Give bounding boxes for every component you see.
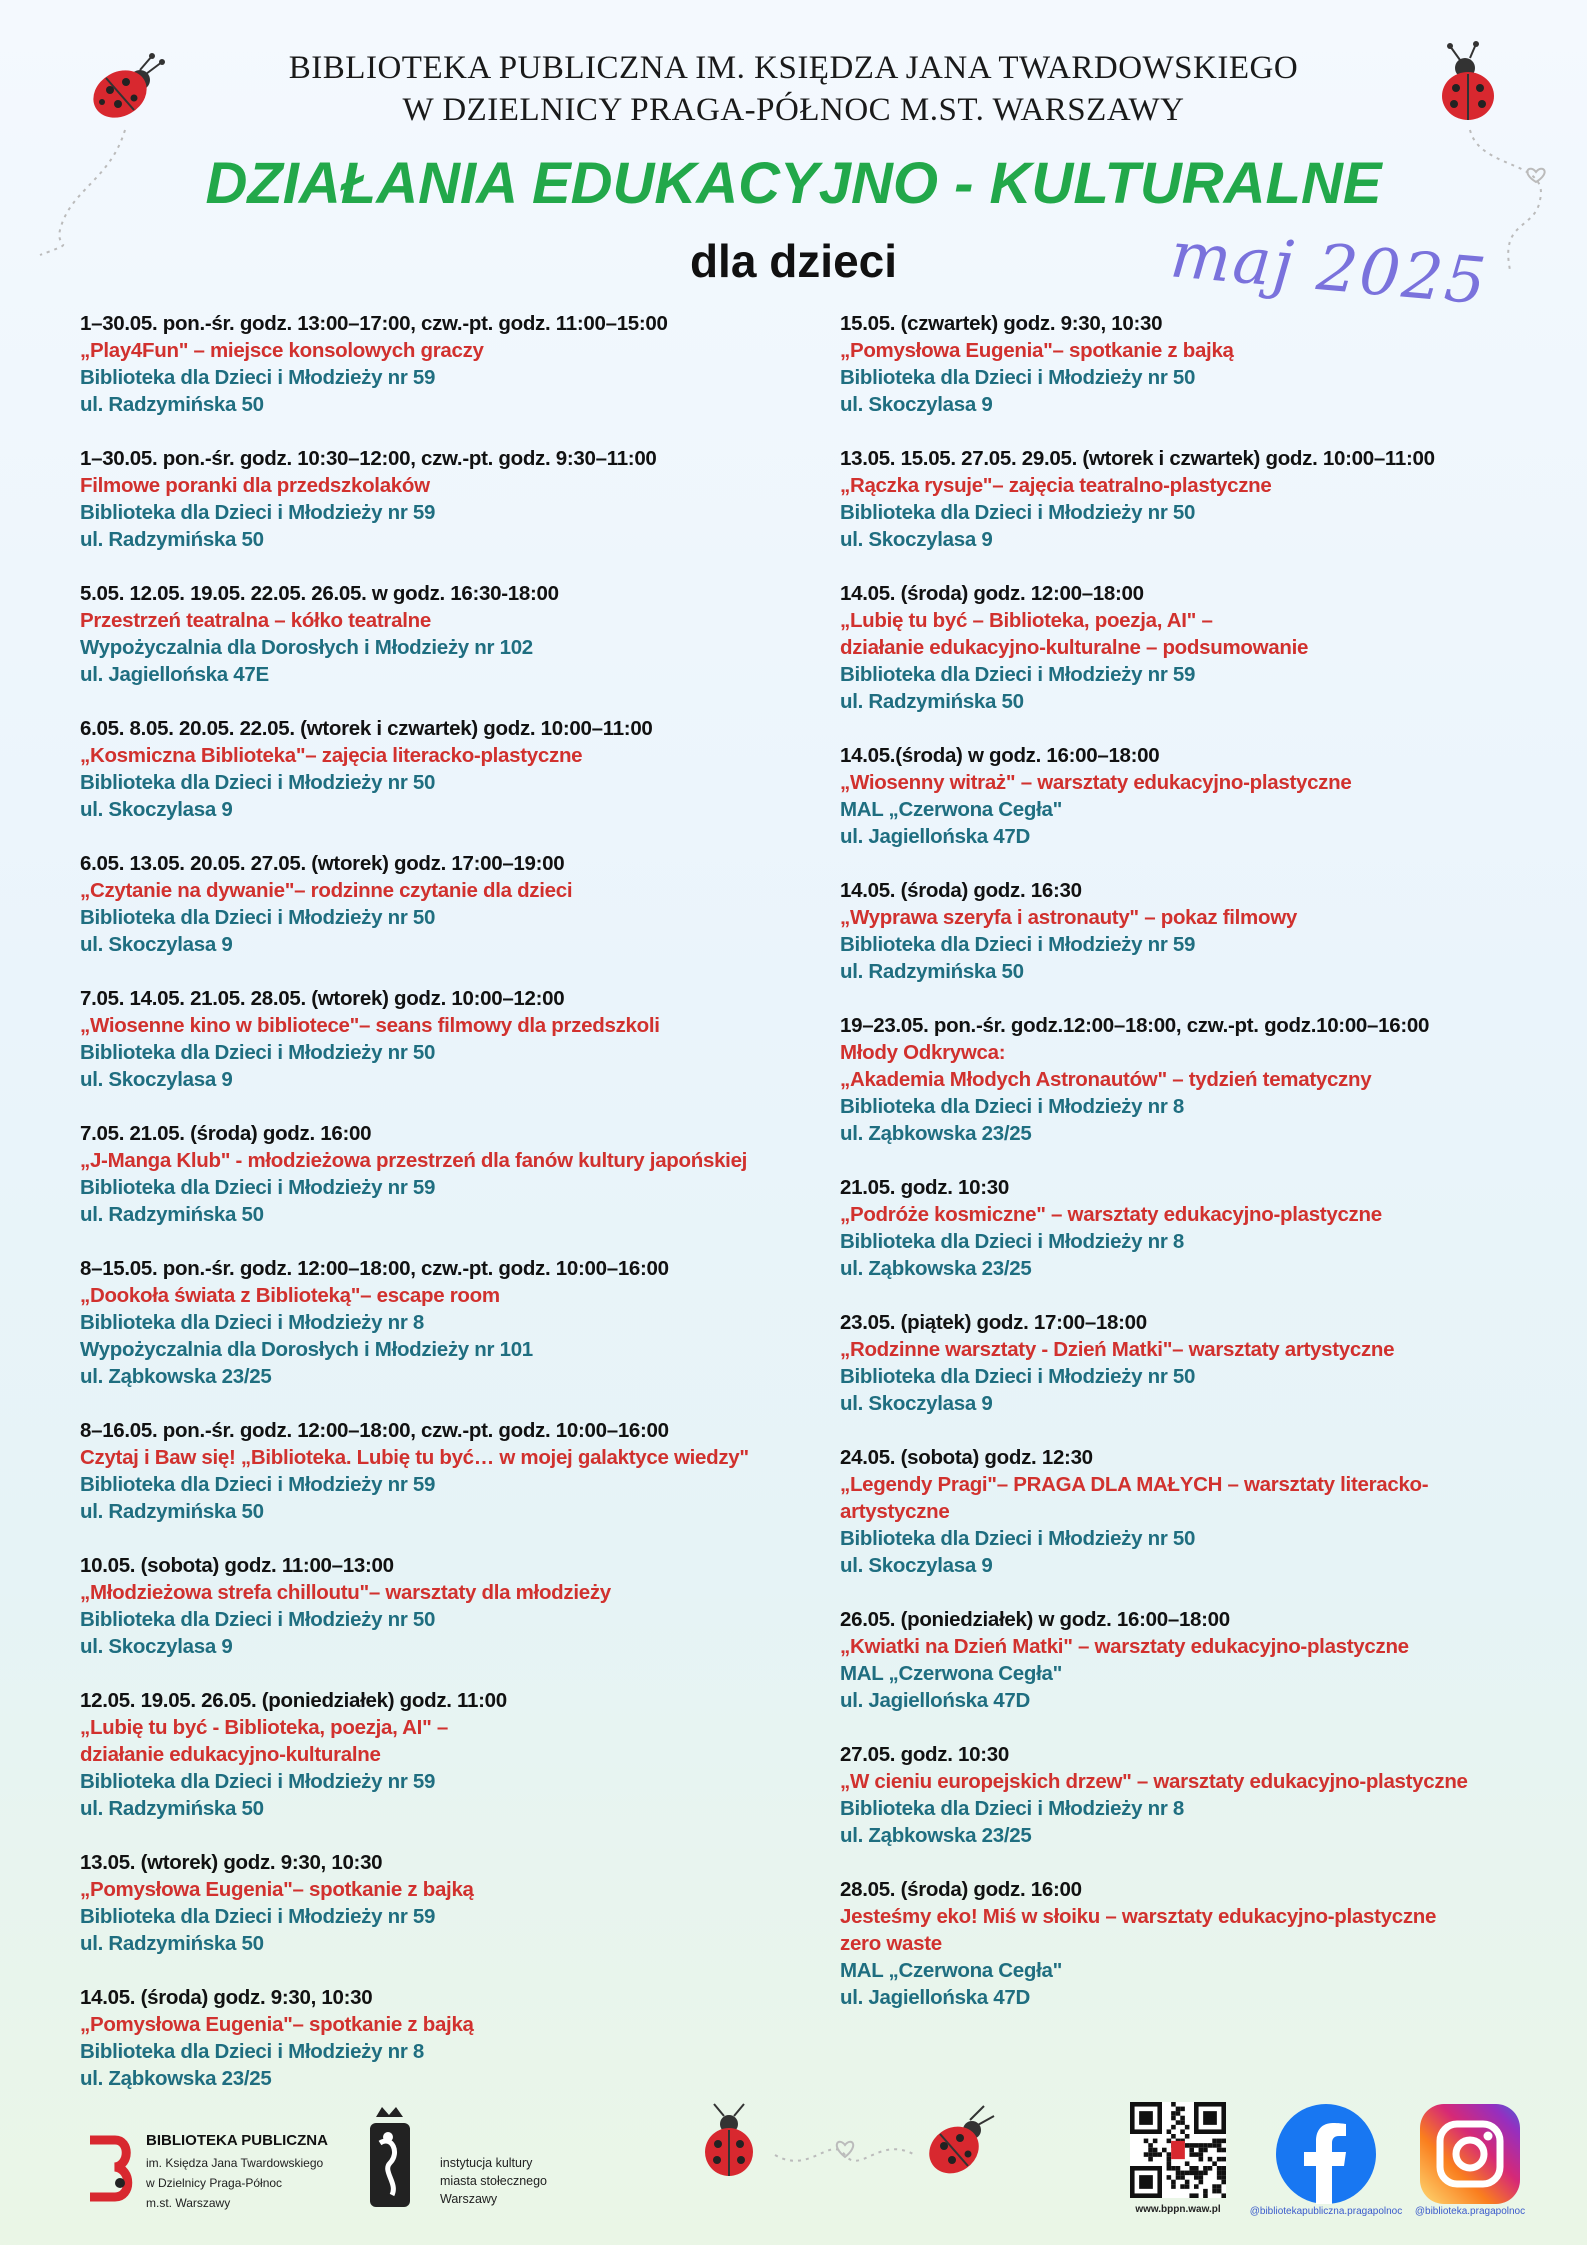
event-place: ul. Skoczylasa 9 [840, 528, 993, 551]
event-place: Biblioteka dla Dzieci i Młodzieży nr 8 [840, 1095, 1185, 1118]
event-place: Biblioteka dla Dzieci i Młodzieży nr 50 [80, 906, 436, 929]
event-place: ul. Skoczylasa 9 [80, 933, 233, 956]
event-place: Biblioteka dla Dzieci i Młodzieży nr 59 [80, 501, 436, 524]
event-place: ul. Radzymińska 50 [80, 1797, 264, 1820]
event-item [840, 1309, 1560, 1417]
event-place: Biblioteka dla Dzieci i Młodzieży nr 59 [80, 1473, 436, 1496]
event-date: 1–30.05. pon.-śr. godz. 10:30–12:00, czw.-pt. godz. 9:30–11:00 [80, 447, 657, 470]
event-title: „Podróże kosmiczne" – warsztaty edukacyjno-plastyczne [840, 1203, 1382, 1226]
event-place: ul. Jagiellońska 47E [80, 663, 269, 686]
event-date: 13.05. 15.05. 27.05. 29.05. (wtorek i czwartek) godz. 10:00–11:00 [840, 447, 1435, 470]
event-item [80, 715, 840, 823]
event-place: ul. Skoczylasa 9 [840, 393, 993, 416]
event-item [80, 1849, 840, 1957]
event-place: Biblioteka dla Dzieci i Młodzieży nr 8 [840, 1230, 1185, 1253]
event-date: 21.05. godz. 10:30 [840, 1176, 1009, 1199]
event-title: artystyczne [840, 1500, 950, 1523]
event-place: ul. Radzymińska 50 [80, 393, 264, 416]
event-item [840, 1876, 1560, 2011]
event-place: ul. Jagiellońska 47D [840, 1689, 1030, 1712]
event-date: 7.05. 21.05. (środa) godz. 16:00 [80, 1122, 372, 1145]
event-date: 10.05. (sobota) godz. 11:00–13:00 [80, 1554, 394, 1577]
event-place: ul. Ząbkowska 23/25 [80, 1365, 272, 1388]
event-title: „Kosmiczna Biblioteka"– zajęcia literacko-plastyczne [80, 744, 583, 767]
event-date: 14.05. (środa) godz. 9:30, 10:30 [80, 1986, 373, 2009]
event-place: ul. Ząbkowska 23/25 [840, 1122, 1032, 1145]
event-place: Biblioteka dla Dzieci i Młodzieży nr 59 [80, 1905, 436, 1928]
events-column-left [80, 310, 840, 2119]
event-title: „W cieniu europejskich drzew" – warsztaty edukacyjno-plastyczne [840, 1770, 1468, 1793]
event-item [80, 1687, 840, 1822]
event-place: Biblioteka dla Dzieci i Młodzieży nr 50 [80, 771, 436, 794]
event-title: „Pomysłowa Eugenia"– spotkanie z bajką [840, 339, 1234, 362]
event-place: Biblioteka dla Dzieci i Młodzieży nr 59 [80, 1770, 436, 1793]
event-item [840, 1174, 1560, 1282]
facebook-icon[interactable] [1276, 2104, 1376, 2204]
event-date: 7.05. 14.05. 21.05. 28.05. (wtorek) godz. 10:00–12:00 [80, 987, 565, 1010]
event-title: zero waste [840, 1932, 942, 1955]
event-place: ul. Skoczylasa 9 [80, 1068, 233, 1091]
warsaw-mermaid-icon [362, 2105, 417, 2215]
qr-code[interactable] [1130, 2102, 1226, 2198]
event-title: „Kwiatki na Dzień Matki" – warsztaty edukacyjno-plastyczne [840, 1635, 1409, 1658]
event-title: „Wiosenne kino w bibliotece"– seans filmowy dla przedszkoli [80, 1014, 660, 1037]
event-item [840, 742, 1560, 850]
events-column-right [840, 310, 1560, 2038]
event-title: „Legendy Pragi"– PRAGA DLA MAŁYCH – warsztaty literacko- [840, 1473, 1429, 1496]
instagram-handle[interactable]: @biblioteka.pragapolnoc [1414, 2206, 1526, 2217]
ladybug-icon [684, 2098, 774, 2188]
institution-line3: Warszawy [440, 2192, 498, 2206]
event-title: „Rączka rysuje"– zajęcia teatralno-plastyczne [840, 474, 1272, 497]
event-title: Filmowe poranki dla przedszkolaków [80, 474, 430, 497]
event-place: Biblioteka dla Dzieci i Młodzieży nr 50 [840, 366, 1196, 389]
event-place: Biblioteka dla Dzieci i Młodzieży nr 59 [840, 933, 1196, 956]
event-item [840, 445, 1560, 553]
event-item [80, 850, 840, 958]
event-place: ul. Ząbkowska 23/25 [840, 1257, 1032, 1280]
event-title: „Młodzieżowa strefa chilloutu"– warsztaty dla młodzieży [80, 1581, 611, 1604]
event-date: 14.05.(środa) w godz. 16:00–18:00 [840, 744, 1160, 767]
event-title: „J-Manga Klub" - młodzieżowa przestrzeń dla fanów kultury japońskiej [80, 1149, 748, 1172]
event-item [80, 1984, 840, 2092]
event-place: MAL „Czerwona Cegła" [840, 798, 1063, 821]
library-logo-line2: w Dzielnicy Praga-Północ [146, 2176, 283, 2190]
library-logo-name: BIBLIOTEKA PUBLICZNA [146, 2132, 328, 2149]
event-place: Wypożyczalnia dla Dorosłych i Młodzieży nr 102 [80, 636, 533, 659]
event-title: „Wiosenny witraż" – warsztaty edukacyjno-plastyczne [840, 771, 1352, 794]
event-place: Wypożyczalnia dla Dorosłych i Młodzieży nr 101 [80, 1338, 533, 1361]
library-logo-icon [80, 2135, 140, 2210]
event-item [840, 1741, 1560, 1849]
page-subtitle: dla dzieci [689, 235, 898, 287]
event-title: „Akademia Młodych Astronautów" – tydzień tematyczny [840, 1068, 1372, 1091]
event-place: ul. Radzymińska 50 [840, 690, 1024, 713]
event-title: działanie edukacyjno-kulturalne – podsumowanie [840, 636, 1309, 659]
event-title: „Wyprawa szeryfa i astronauty" – pokaz filmowy [840, 906, 1297, 929]
event-place: ul. Skoczylasa 9 [80, 1635, 233, 1658]
event-item [80, 985, 840, 1093]
event-place: Biblioteka dla Dzieci i Młodzieży nr 59 [80, 1176, 436, 1199]
event-place: Biblioteka dla Dzieci i Młodzieży nr 50 [840, 501, 1196, 524]
event-item [840, 580, 1560, 715]
month-label: maj 2025 [1167, 218, 1491, 320]
event-date: 14.05. (środa) godz. 12:00–18:00 [840, 582, 1144, 605]
event-title: „Pomysłowa Eugenia"– spotkanie z bajką [80, 1878, 474, 1901]
event-place: ul. Radzymińska 50 [840, 960, 1024, 983]
event-place: Biblioteka dla Dzieci i Młodzieży nr 59 [840, 663, 1196, 686]
event-date: 19–23.05. pon.-śr. godz.12:00–18:00, czw.-pt. godz.10:00–16:00 [840, 1014, 1430, 1037]
institution-line2: miasta stołecznego [440, 2174, 548, 2188]
event-place: ul. Ząbkowska 23/25 [80, 2067, 272, 2090]
event-title: „Lubię tu być - Biblioteka, poezja, AI" – [80, 1716, 448, 1739]
event-date: 12.05. 19.05. 26.05. (poniedziałek) godz. 11:00 [80, 1689, 507, 1712]
event-title: Czytaj i Baw się! „Biblioteka. Lubię tu być… w mojej galaktyce wiedzy" [80, 1446, 749, 1469]
library-name-line2: W DZIELNICY PRAGA-PÓŁNOC M.ST. WARSZAWY [402, 92, 1185, 128]
event-date: 6.05. 8.05. 20.05. 22.05. (wtorek i czwartek) godz. 10:00–11:00 [80, 717, 653, 740]
event-item [840, 310, 1560, 418]
event-place: ul. Jagiellońska 47D [840, 825, 1030, 848]
event-title: „Czytanie na dywanie"– rodzinne czytanie dla dzieci [80, 879, 573, 902]
library-logo-line1: im. Księdza Jana Twardowskiego [146, 2156, 324, 2170]
event-place: ul. Jagiellońska 47D [840, 1986, 1030, 2009]
event-item [840, 1606, 1560, 1714]
page-title: DZIAŁANIA EDUKACYJNO - KULTURALNE [205, 151, 1382, 216]
event-item [80, 1255, 840, 1390]
event-place: ul. Skoczylasa 9 [80, 798, 233, 821]
event-place: ul. Skoczylasa 9 [840, 1554, 993, 1577]
event-item [80, 580, 840, 688]
instagram-icon[interactable] [1420, 2104, 1520, 2204]
event-title: „Rodzinne warsztaty - Dzień Matki"– warsztaty artystyczne [840, 1338, 1395, 1361]
event-item [80, 310, 840, 418]
event-place: Biblioteka dla Dzieci i Młodzieży nr 59 [80, 366, 436, 389]
event-place: ul. Skoczylasa 9 [840, 1392, 993, 1415]
ladybug-icon [910, 2098, 1010, 2188]
event-title: Młody Odkrywca: [840, 1041, 1006, 1064]
event-title: Jesteśmy eko! Miś w słoiku – warsztaty edukacyjno-plastyczne [840, 1905, 1437, 1928]
event-place: Biblioteka dla Dzieci i Młodzieży nr 50 [840, 1365, 1196, 1388]
event-date: 14.05. (środa) godz. 16:30 [840, 879, 1082, 902]
event-place: ul. Radzymińska 50 [80, 528, 264, 551]
event-place: Biblioteka dla Dzieci i Młodzieży nr 50 [80, 1608, 436, 1631]
event-place: ul. Ząbkowska 23/25 [840, 1824, 1032, 1847]
dotted-path [770, 2125, 920, 2185]
event-date: 8–15.05. pon.-śr. godz. 12:00–18:00, czw.-pt. godz. 10:00–16:00 [80, 1257, 669, 1280]
event-date: 5.05. 12.05. 19.05. 22.05. 26.05. w godz. 16:30-18:00 [80, 582, 559, 605]
event-title: „Lubię tu być – Biblioteka, poezja, AI" – [840, 609, 1213, 632]
event-place: Biblioteka dla Dzieci i Młodzieży nr 8 [840, 1797, 1185, 1820]
event-place: Biblioteka dla Dzieci i Młodzieży nr 8 [80, 1311, 425, 1334]
event-place: MAL „Czerwona Cegła" [840, 1662, 1063, 1685]
event-place: ul. Radzymińska 50 [80, 1932, 264, 1955]
event-date: 1–30.05. pon.-śr. godz. 13:00–17:00, czw.-pt. godz. 11:00–15:00 [80, 312, 668, 335]
event-place: Biblioteka dla Dzieci i Młodzieży nr 50 [80, 1041, 436, 1064]
event-item [840, 1444, 1560, 1579]
event-item [840, 1012, 1560, 1147]
event-date: 8–16.05. pon.-śr. godz. 12:00–18:00, czw.-pt. godz. 10:00–16:00 [80, 1419, 669, 1442]
event-place: MAL „Czerwona Cegła" [840, 1959, 1063, 1982]
event-title: „Dookoła świata z Biblioteką"– escape room [80, 1284, 500, 1307]
library-name-line1: BIBLIOTEKA PUBLICZNA IM. KSIĘDZA JANA TWARDOWSKIEGO [288, 50, 1299, 86]
event-date: 15.05. (czwartek) godz. 9:30, 10:30 [840, 312, 1163, 335]
library-logo-line3: m.st. Warszawy [146, 2196, 231, 2210]
event-date: 27.05. godz. 10:30 [840, 1743, 1009, 1766]
event-place: Biblioteka dla Dzieci i Młodzieży nr 8 [80, 2040, 425, 2063]
event-place: ul. Radzymińska 50 [80, 1203, 264, 1226]
event-date: 28.05. (środa) godz. 16:00 [840, 1878, 1082, 1901]
institution-line1: instytucja kultury [440, 2156, 533, 2170]
event-title: działanie edukacyjno-kulturalne [80, 1743, 381, 1766]
event-date: 23.05. (piątek) godz. 17:00–18:00 [840, 1311, 1147, 1334]
event-item [840, 877, 1560, 985]
facebook-handle[interactable]: @bibliotekapubliczna.pragapolnoc [1249, 2206, 1403, 2217]
event-place: Biblioteka dla Dzieci i Młodzieży nr 50 [840, 1527, 1196, 1550]
event-date: 26.05. (poniedziałek) w godz. 16:00–18:00 [840, 1608, 1230, 1631]
event-item [80, 1552, 840, 1660]
event-date: 24.05. (sobota) godz. 12:30 [840, 1446, 1093, 1469]
event-date: 6.05. 13.05. 20.05. 27.05. (wtorek) godz. 17:00–19:00 [80, 852, 565, 875]
event-title: „Pomysłowa Eugenia"– spotkanie z bajką [80, 2013, 474, 2036]
event-date: 13.05. (wtorek) godz. 9:30, 10:30 [80, 1851, 383, 1874]
event-item [80, 1417, 840, 1525]
event-title: Przestrzeń teatralna – kółko teatralne [80, 609, 431, 632]
event-title: „Play4Fun" – miejsce konsolowych graczy [80, 339, 484, 362]
event-item [80, 1120, 840, 1228]
event-item [80, 445, 840, 553]
website-link[interactable]: www.bppn.waw.pl [1135, 2204, 1221, 2215]
event-place: ul. Radzymińska 50 [80, 1500, 264, 1523]
